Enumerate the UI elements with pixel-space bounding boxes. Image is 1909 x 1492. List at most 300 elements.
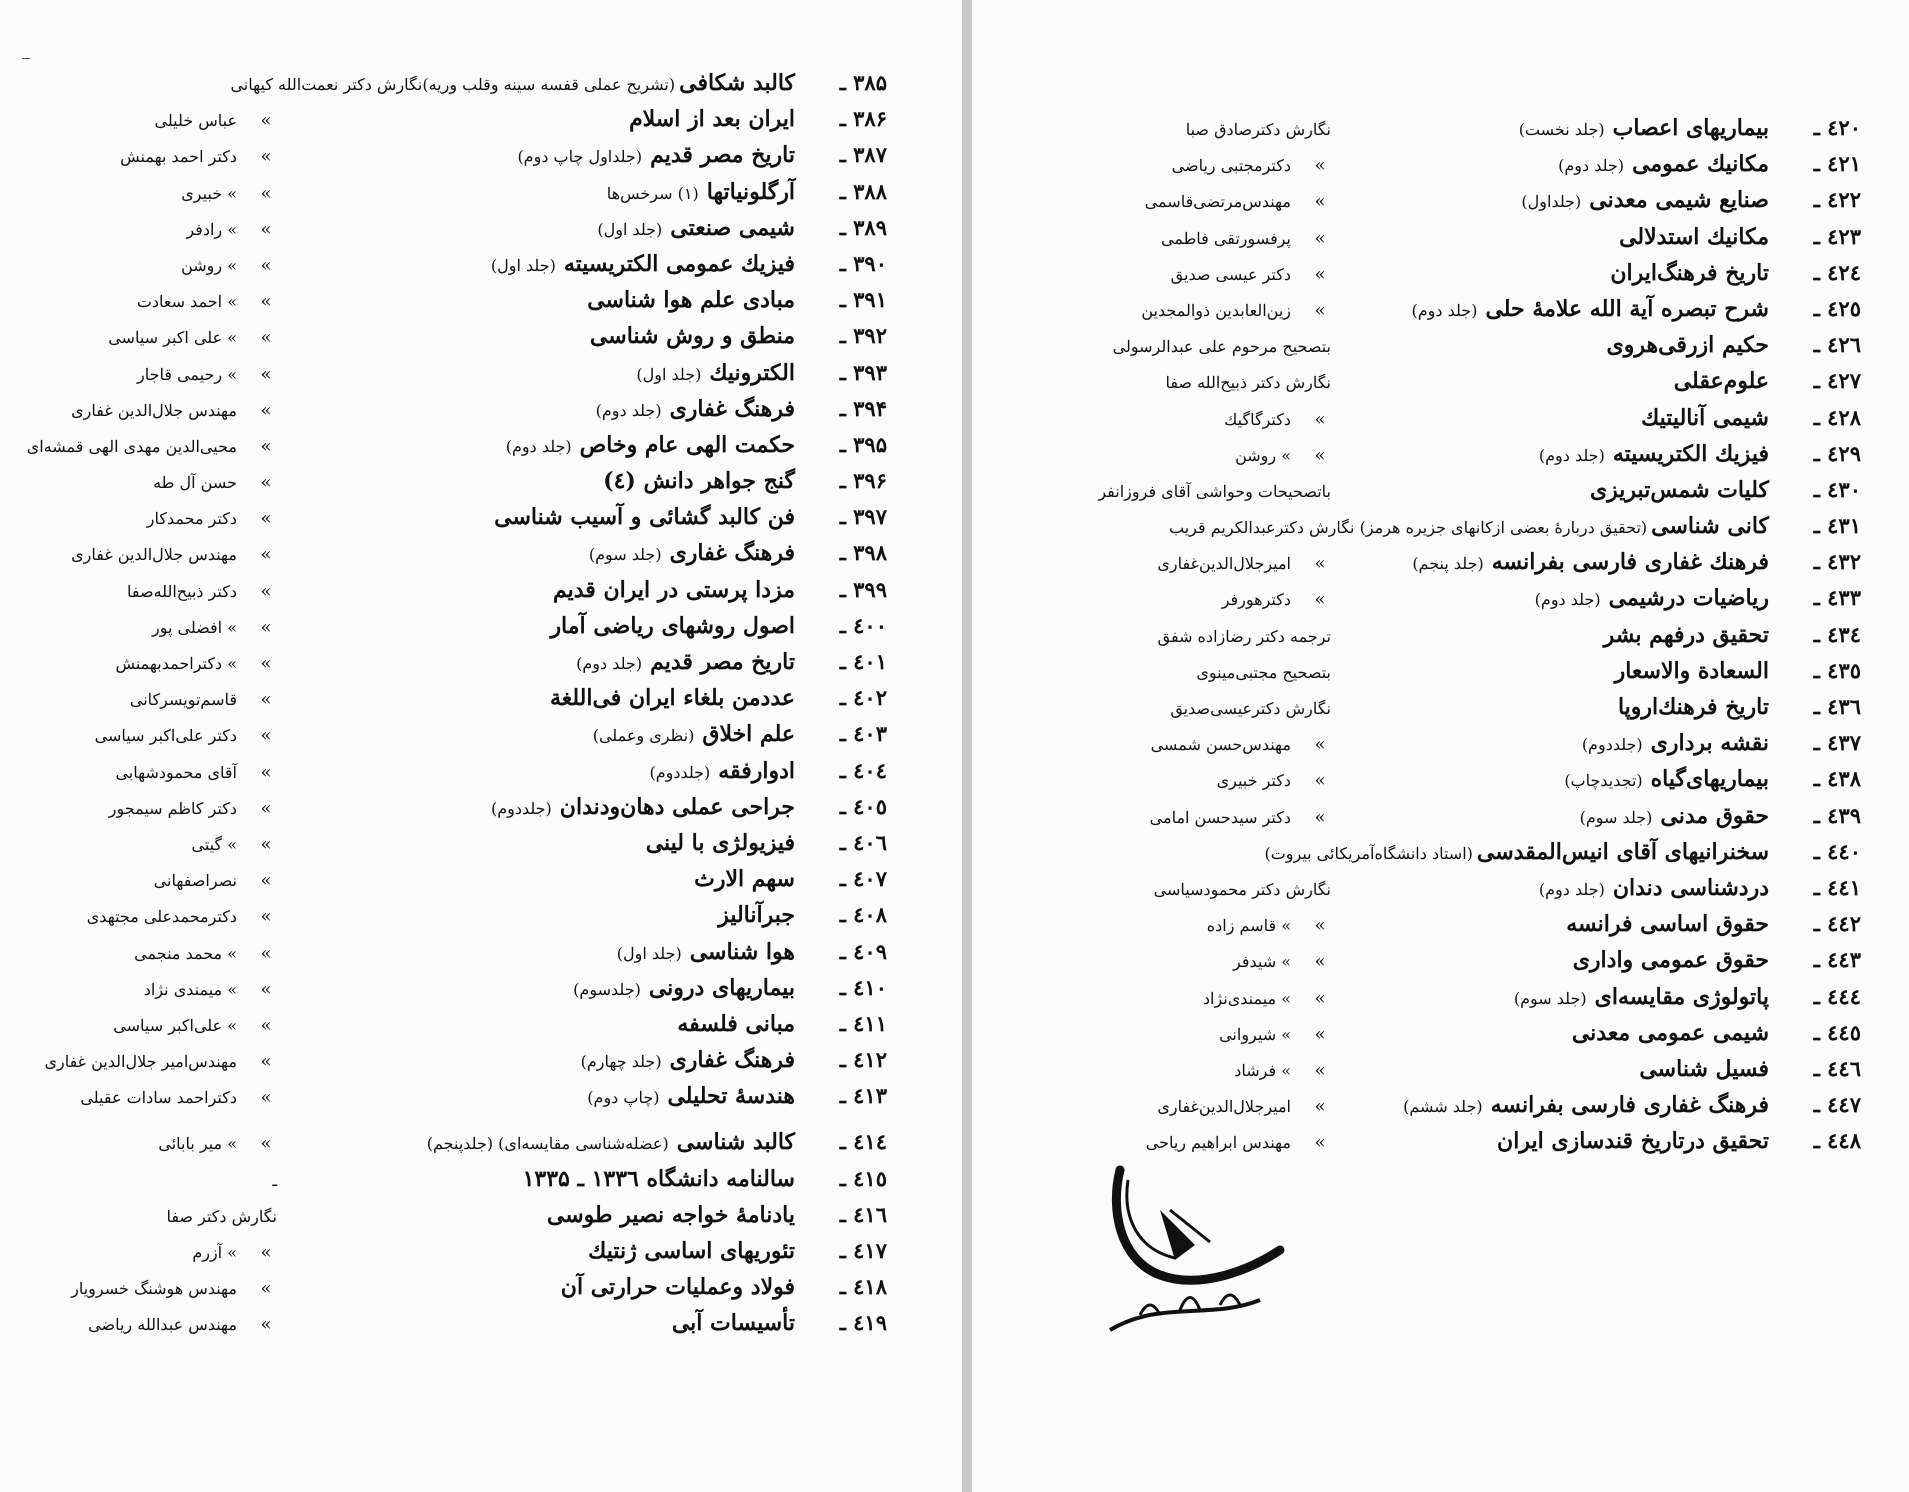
entry-title-group — [1331, 115, 1769, 141]
entry-number: ٤٤٠ ـ — [1813, 838, 1861, 864]
entry-number: ۳۸۵ ـ — [839, 70, 887, 95]
entry-title-group — [277, 830, 795, 856]
entry-author — [7, 508, 277, 529]
entry-author-name: باتصحیحات وحواشی آقای فروزانفر — [1098, 481, 1331, 501]
entry-title: حقوق مدنی — [1660, 802, 1769, 829]
entry-author — [7, 798, 277, 819]
entry-title: تاریخ فرهنگ‌ایران — [1610, 259, 1769, 286]
ditto-mark: » — [260, 182, 272, 204]
entry-volume: (عضله‌شناسی مقایسه‌ای) (جلدپنجم) — [426, 1134, 669, 1154]
list-item — [1001, 658, 1861, 694]
list-item — [7, 251, 887, 287]
ditto-mark: » — [260, 508, 272, 530]
entry-title-group — [1331, 549, 1769, 575]
entry-author — [7, 1051, 277, 1072]
list-item — [7, 360, 887, 396]
list-item — [7, 1129, 887, 1165]
entry-number: ٤١٧ ـ — [839, 1238, 887, 1263]
entry-number: ٤٠٣ ـ — [839, 721, 887, 747]
entry-author-name: عباس خلیلی — [154, 111, 237, 131]
entry-number: ٤٢٠ ـ — [1813, 115, 1861, 140]
list-item — [1001, 549, 1861, 585]
entry-author — [7, 327, 277, 348]
entry-author — [7, 255, 277, 276]
entry-number: ٤٤٥ ـ — [1813, 1019, 1861, 1045]
entry-title-group — [1331, 441, 1769, 467]
list-item — [1001, 224, 1861, 260]
ditto-mark: » — [1314, 1023, 1326, 1045]
entry-author-name: نگارش دکتر محمودسیاسی — [1153, 879, 1331, 899]
entry-title: هوا شناسی — [689, 938, 795, 965]
entry-author — [1001, 807, 1331, 828]
entry-author — [7, 1314, 277, 1335]
list-item — [1001, 260, 1861, 296]
entry-title-group — [277, 613, 795, 639]
entry-title: تاریخ مصر قدیم — [650, 649, 795, 675]
left-book-list — [7, 70, 887, 1347]
ditto-mark: » — [260, 761, 272, 783]
entry-title-group — [1331, 984, 1769, 1010]
entry-title-group — [277, 106, 795, 132]
right-page — [972, 0, 1909, 1492]
entry-number: ٤٢٩ ـ — [1813, 440, 1861, 466]
entry-author-name: زین‌العابدین ذوالمجدین — [1141, 300, 1291, 320]
entry-number: ٤١٢ ـ — [839, 1047, 887, 1073]
entry-title: علوم‌عقلی — [1673, 368, 1769, 395]
list-item — [7, 866, 887, 902]
entry-volume: (جلد نخست) — [1518, 120, 1605, 139]
list-item — [7, 830, 887, 866]
entry-author-name: » قاسم زاده — [1206, 916, 1291, 936]
entry-author — [7, 146, 277, 167]
entry-title-group — [277, 649, 795, 675]
list-item — [1001, 151, 1861, 187]
entry-title: گنج جواهر دانش (٤) — [603, 468, 795, 495]
entry-title: فیزیك عمومی الكتریسیته — [563, 250, 795, 277]
entry-author-name: » رادفر — [186, 219, 237, 239]
entry-title: آرگلونیاتها — [706, 178, 795, 205]
entry-author-name: نگارش دکترصادق صبا — [1185, 120, 1331, 139]
entry-author — [7, 544, 277, 565]
entry-author-name: دکتر کاظم سیمجور — [108, 798, 237, 818]
entry-author-name: مهندس‌مرتضی‌قاسمی — [1144, 192, 1291, 212]
entry-number: ۳۸۶ ـ — [839, 106, 887, 132]
entry-volume: (جلددوم) — [490, 798, 552, 818]
entry-author — [1001, 988, 1331, 1009]
list-item — [7, 287, 887, 323]
entry-title-group — [277, 685, 795, 711]
list-item — [7, 649, 887, 685]
entry-author-name: مهندس ابراهیم ریاحی — [1145, 1133, 1291, 1153]
entry-title: شیمی عمومی معدنی — [1571, 1019, 1769, 1046]
entry-title-group — [277, 215, 795, 241]
entry-volume: (۱) سرخس‌ها — [606, 183, 699, 203]
entry-title: شیمی آنالیتیك — [1641, 404, 1769, 431]
entry-author — [7, 979, 277, 1000]
entry-title-group — [1331, 1092, 1769, 1118]
entry-title: منطق و روش شناسی — [589, 323, 795, 350]
list-item — [1001, 1020, 1861, 1056]
entry-title-group — [1331, 1020, 1769, 1046]
ditto-mark: » — [260, 833, 272, 855]
entry-author-name: » میمندی نژاد — [143, 979, 237, 999]
entry-author-name: » میمندی‌نژاد — [1202, 988, 1291, 1008]
entry-author — [7, 1087, 277, 1108]
entry-author — [1001, 228, 1331, 249]
entry-number: ٤٠٦ ـ — [839, 829, 887, 855]
entry-number: ٤٣٤ ـ — [1813, 621, 1861, 647]
entry-title-group — [277, 179, 795, 205]
entry-title-group — [1331, 803, 1769, 829]
ditto-mark: » — [1314, 191, 1326, 213]
entry-title: فسیل شناسی — [1639, 1055, 1769, 1082]
ditto-mark: » — [1314, 915, 1326, 937]
entry-author-name: حسن آل طه — [153, 473, 237, 493]
entry-title: پاتولوژی مقایسه‌ای — [1594, 983, 1769, 1010]
entry-title: کالبد شناسی — [676, 1129, 795, 1156]
entry-volume: (جلد دوم) — [1411, 300, 1478, 320]
entry-title-group — [7, 70, 795, 96]
entry-author-name: مهندس‌حسن شمسی — [1150, 735, 1291, 755]
ditto-mark: » — [260, 942, 272, 964]
entry-title-group — [277, 540, 795, 566]
ditto-mark: » — [260, 254, 272, 276]
entry-title-group — [277, 1310, 795, 1336]
entry-author-name: » علی اکبر سیاسی — [108, 328, 237, 348]
entry-author — [7, 1171, 277, 1190]
list-item — [1001, 187, 1861, 223]
entry-volume: (تجدیدچاپ) — [1564, 771, 1643, 791]
list-item — [1001, 875, 1861, 911]
entry-number: ۳۹۰ ـ — [839, 250, 887, 276]
entry-title-group — [1331, 405, 1769, 431]
ditto-mark: » — [1314, 263, 1326, 285]
entry-number: ٤٠٠ ـ — [839, 612, 887, 638]
entry-author-name: » محمد منجمی — [134, 943, 237, 963]
list-item — [7, 432, 887, 468]
entry-title-group — [1331, 260, 1769, 286]
ditto-mark: » — [260, 110, 272, 132]
ditto-mark: » — [260, 218, 272, 240]
entry-author-name: دکتر ذبیح‌الله‌صفا — [127, 581, 237, 601]
ditto-mark: » — [260, 580, 272, 602]
list-item — [7, 794, 887, 830]
entry-author-name: دکتر عیسی صدیق — [1170, 264, 1291, 284]
entry-author-name: » شیدفر — [1233, 952, 1291, 972]
entry-title: ریاضیات درشیمی — [1608, 585, 1769, 612]
entry-title: تحقیق درتاریخ قندسازی ایران — [1497, 1128, 1769, 1155]
entry-title-group — [277, 323, 795, 349]
ditto-mark: » — [1314, 806, 1326, 828]
entry-title-group — [1331, 947, 1769, 973]
ditto-mark: » — [260, 978, 272, 1000]
list-item — [7, 1238, 887, 1274]
entry-author-name: » روشن — [1235, 445, 1291, 465]
list-item — [7, 179, 887, 215]
entry-author-name: پرفسورتقی فاطمی — [1160, 228, 1291, 248]
entry-author-name: آقای محمودشهابی — [115, 762, 237, 782]
list-item — [7, 504, 887, 540]
entry-author-name: مهندس عبدالله ریاضی — [88, 1315, 237, 1335]
entry-author-name: » دکتراحمدبهمنش — [115, 654, 237, 673]
entry-number: ٤١٣ ـ — [839, 1083, 887, 1109]
entry-number: ٤٢٢ ـ — [1813, 187, 1861, 213]
entry-title: سهم الارث — [694, 866, 795, 893]
entry-title: فرهنگ غفاری — [669, 1047, 795, 1074]
entry-title: تاریخ فرهنك‌اروپا — [1617, 694, 1769, 720]
entry-number: ٤٠٢ ـ — [839, 685, 887, 711]
entry-author-name: دکترمجتبی ریاضی — [1171, 156, 1291, 176]
entry-number: ٤٤٤ ـ — [1813, 983, 1861, 1009]
entry-author-name: » خبیری — [181, 183, 237, 203]
ditto-mark: » — [1314, 444, 1326, 466]
entry-volume: (جلد چهارم) — [580, 1052, 662, 1072]
entry-title: مکانیك عمومی — [1632, 151, 1769, 178]
ditto-mark: » — [1314, 589, 1326, 611]
entry-number: ٤٣١ ـ — [1813, 513, 1861, 539]
entry-author — [1001, 337, 1331, 356]
entry-author-name: مهندس جلال‌الدین غفاری — [71, 545, 237, 565]
entry-title-group — [1331, 151, 1769, 177]
entry-title: نقشه برداری — [1650, 730, 1769, 757]
entry-title: اصول روشهای ریاضی آمار — [550, 612, 795, 639]
entry-title: مزدا پرستی در ایران قدیم — [552, 576, 795, 603]
list-item — [1001, 368, 1861, 404]
entry-title-group — [1331, 911, 1769, 937]
entry-title-group — [1331, 875, 1769, 901]
list-gap — [7, 1119, 887, 1129]
list-item — [7, 721, 887, 757]
ditto-mark: » — [1314, 1096, 1326, 1118]
list-item — [1001, 332, 1861, 368]
entry-author-name: » شیروانی — [1219, 1024, 1291, 1044]
entry-title-group — [1331, 694, 1769, 720]
entry-number: ٤٤٧ ـ — [1813, 1092, 1861, 1118]
entry-volume: (چاپ دوم) — [587, 1088, 660, 1108]
list-item — [7, 613, 887, 649]
entry-number: ۳۸۸ ـ — [839, 178, 887, 204]
entry-title-group — [277, 1011, 795, 1037]
entry-volume: (جلد دوم) — [576, 654, 643, 673]
entry-volume: (جلد سوم) — [588, 545, 662, 565]
list-item — [7, 1083, 887, 1119]
entry-number: ٤١٩ ـ — [839, 1310, 887, 1336]
entry-author — [7, 1278, 277, 1299]
list-item — [7, 1202, 887, 1238]
ditto-mark: » — [260, 146, 272, 168]
list-item — [1001, 622, 1861, 658]
ditto-mark: » — [260, 1014, 272, 1036]
entry-title: فرهنگ غفاری — [669, 540, 795, 567]
entry-author-name: » رحیمی قاجار — [136, 364, 237, 384]
entry-title: صنایع شیمی معدنی — [1589, 187, 1769, 214]
entry-author-name: دکترمحمدعلی مجتهدی — [86, 907, 237, 927]
entry-title: شرح تبصره آیة الله علامهٔ حلی — [1485, 295, 1769, 322]
list-item — [7, 577, 887, 613]
entry-author — [7, 291, 277, 312]
entry-title: تاریخ مصر قدیم — [650, 142, 795, 169]
ditto-mark: » — [260, 1051, 272, 1073]
entry-title: بیماریهای اعصاب — [1612, 115, 1769, 141]
entry-title: سخنرانیهای آقای انیس‌المقدسی — [1476, 838, 1769, 865]
ditto-mark: » — [260, 435, 272, 457]
list-item — [1001, 441, 1861, 477]
entry-author — [7, 725, 277, 746]
entry-author-name: بتصحیح مرحوم علی عبدالرسولی — [1112, 337, 1331, 357]
list-item — [1001, 1092, 1861, 1128]
entry-number: ۳۹۲ ـ — [839, 323, 887, 349]
entry-number: ٤٣٧ ـ — [1813, 730, 1861, 756]
list-item — [7, 396, 887, 432]
entry-title-group — [1331, 224, 1769, 250]
entry-author — [1001, 770, 1331, 791]
entry-number: ٤١٦ ـ — [839, 1201, 887, 1227]
entry-title-group — [1331, 477, 1769, 503]
entry-author — [1001, 409, 1331, 430]
entry-author — [1001, 445, 1331, 466]
entry-author-name: امیرجلال‌الدین‌غفاری — [1157, 554, 1291, 574]
entry-title-group — [277, 1047, 795, 1073]
entry-title: مبانی فلسفه — [677, 1010, 795, 1037]
entry-title-group — [277, 721, 795, 747]
entry-title-group — [277, 396, 795, 422]
entry-number: ٤١٥ ـ — [839, 1165, 887, 1191]
list-item — [7, 758, 887, 794]
entry-volume: (جلدسوم) — [573, 979, 641, 999]
ditto-mark: » — [1314, 951, 1326, 973]
list-item — [1001, 1056, 1861, 1092]
entry-number: ۳۹۳ ـ — [839, 359, 887, 385]
entry-title: جبرآنالیز — [718, 902, 795, 929]
entry-author — [1001, 191, 1331, 212]
entry-title-group — [1331, 622, 1769, 648]
entry-author-name: دکترهورفر — [1221, 590, 1291, 610]
entry-author-name: امیرجلال‌الدین‌غفاری — [1157, 1097, 1291, 1117]
entry-number: ٤١٠ ـ — [839, 974, 887, 1000]
entry-author-name: مهندس هوشنگ خسرویار — [71, 1279, 237, 1299]
ditto-mark: » — [260, 472, 272, 494]
entry-number: ٤٣٩ ـ — [1813, 802, 1861, 828]
entry-number: ٤٢٧ ـ — [1813, 368, 1861, 394]
entry-number: ٤٠٥ ـ — [839, 793, 887, 819]
entry-author-name: مهندس جلال‌الدین غفاری — [71, 400, 237, 420]
entry-title: فن کالبد گشائی و آسیب شناسی — [494, 504, 795, 531]
entry-author — [7, 183, 277, 204]
list-item — [7, 70, 887, 106]
entry-volume: (نظری وعملی) — [592, 726, 695, 746]
list-item — [1001, 947, 1861, 983]
entry-title: سالنامه دانشگاه ۱۳۳٦ ـ ۱۳۳۵ — [522, 1165, 795, 1192]
entry-author — [7, 219, 277, 240]
entry-author — [7, 581, 277, 602]
entry-title: السعادة والاسعار — [1614, 657, 1769, 684]
entry-author — [1001, 373, 1331, 392]
entry-author-name: » روشن — [181, 255, 237, 275]
entry-title-group — [277, 432, 795, 458]
entry-number: ۳۹۹ ـ — [839, 576, 887, 602]
entry-title: کلیات شمس‌تبریزی — [1589, 476, 1769, 503]
entry-title-group — [277, 504, 795, 530]
entry-author — [1001, 553, 1331, 574]
entry-title-group — [277, 577, 795, 603]
entry-author — [7, 1133, 277, 1154]
entry-title-group — [1001, 839, 1769, 865]
ditto-mark: » — [260, 906, 272, 928]
entry-author — [1001, 699, 1331, 718]
entry-title: فرهنگ غفاری فارسی بفرانسه — [1490, 1092, 1769, 1119]
entry-number: ۳۹۱ ـ — [839, 287, 887, 313]
entry-title-group — [277, 251, 795, 277]
entry-title-group — [277, 360, 795, 386]
entry-volume: (جلد سوم) — [1513, 988, 1587, 1008]
ditto-mark: » — [260, 327, 272, 349]
entry-title-group — [277, 1238, 795, 1264]
entry-title-group — [1331, 296, 1769, 322]
list-item — [7, 540, 887, 576]
entry-number: ٤٢١ ـ — [1813, 151, 1861, 177]
entry-title: مکانیك استدلالی — [1619, 223, 1769, 250]
entry-number: ٤٠٧ ـ — [839, 866, 887, 892]
entry-number: ٤٢٦ ـ — [1813, 332, 1861, 358]
entry-title: الکترونیك — [709, 359, 795, 386]
entry-title: بیماریهای‌گیاه — [1650, 766, 1769, 793]
entry-author — [7, 472, 277, 493]
library-logo — [1100, 1150, 1300, 1350]
entry-number: ٤٠١ ـ — [839, 649, 887, 674]
entry-author-name: » میر بابائی — [158, 1134, 237, 1154]
entry-title: تئوریهای اساسی ژنتیك — [588, 1238, 795, 1264]
entry-title-group — [277, 939, 795, 965]
entry-author — [7, 1207, 277, 1226]
entry-author — [7, 400, 277, 421]
entry-author-name: دکتر علی‌اکبر سیاسی — [94, 726, 237, 746]
list-item — [7, 1047, 887, 1083]
list-item — [7, 323, 887, 359]
entry-title-group — [277, 142, 795, 168]
entry-author-name: » فرشاد — [1234, 1060, 1291, 1080]
list-item — [1001, 730, 1861, 766]
entry-title: هندسهٔ تحلیلی — [667, 1083, 795, 1110]
list-item — [1001, 911, 1861, 947]
ditto-mark: » — [1314, 408, 1326, 430]
entry-volume: (جلد اول) — [636, 364, 702, 384]
entry-number: ۳۹۷ ـ — [839, 504, 887, 530]
entry-number: ٤١١ ـ — [839, 1010, 887, 1036]
right-book-list — [1001, 115, 1861, 1164]
entry-title: حکیم ازرقی‌هروی — [1606, 332, 1769, 359]
entry-author — [7, 110, 277, 131]
entry-volume: (جلد دوم) — [1534, 590, 1601, 610]
entry-note: (تشریح عملی قفسه سینه وقلب وریه)نگارش دکتر نعمت‌الله کیهانی — [230, 75, 676, 94]
entry-title-group — [277, 1129, 795, 1155]
list-item — [7, 1166, 887, 1202]
entry-author — [7, 943, 277, 964]
entry-number: ٤٣٥ ـ — [1813, 657, 1861, 683]
entry-author — [1001, 1096, 1331, 1117]
entry-volume: (جلد اول) — [597, 219, 663, 239]
entry-author-name: ترجمه دکتر رضازاده شفق — [1157, 626, 1331, 646]
entry-author — [1001, 155, 1331, 176]
entry-author — [7, 436, 277, 457]
entry-title: مبادی علم هوا شناسی — [587, 287, 795, 314]
entry-number: ٤٤٣ ـ — [1813, 947, 1861, 973]
entry-title: تأسیسات آبی — [671, 1310, 795, 1337]
entry-title: جراحی عملی دهان‌ودندان — [559, 793, 795, 820]
entry-title-group — [1001, 513, 1769, 539]
entry-author — [7, 906, 277, 927]
entry-author — [1001, 120, 1331, 139]
entry-author — [1001, 627, 1331, 646]
